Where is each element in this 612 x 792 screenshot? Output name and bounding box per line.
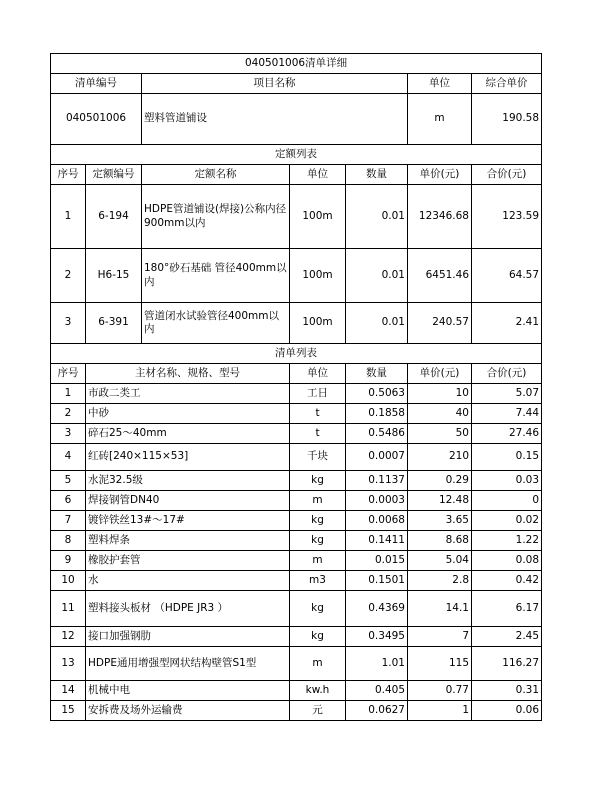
material-name: 红砖[240×115×53] xyxy=(86,444,290,471)
material-seq: 14 xyxy=(51,681,86,701)
material-qty: 0.1501 xyxy=(346,571,408,591)
material-qty: 0.1411 xyxy=(346,531,408,551)
quota-row xyxy=(51,303,542,344)
material-total: 1.22 xyxy=(472,531,542,551)
material-seq: 7 xyxy=(51,511,86,531)
material-total: 0.06 xyxy=(472,701,542,721)
material-qty-header: 数量 xyxy=(346,364,408,384)
material-name: 镀锌铁丝13#～17# xyxy=(86,511,290,531)
material-qty: 0.1137 xyxy=(346,471,408,491)
material-name: 水 xyxy=(86,571,290,591)
material-price: 8.68 xyxy=(408,531,472,551)
item-price: 190.58 xyxy=(472,94,542,145)
material-total: 0.03 xyxy=(472,471,542,491)
material-seq: 13 xyxy=(51,647,86,681)
quota-seq: 1 xyxy=(51,185,86,249)
quota-qty-header: 数量 xyxy=(346,165,408,185)
material-price: 5.04 xyxy=(408,551,472,571)
material-seq: 11 xyxy=(51,591,86,627)
material-price: 3.65 xyxy=(408,511,472,531)
quota-seq-header: 序号 xyxy=(51,165,86,185)
material-qty: 0.5486 xyxy=(346,424,408,444)
item-row xyxy=(51,94,542,145)
material-row xyxy=(51,681,542,701)
quota-code: H6-15 xyxy=(86,249,142,303)
material-seq: 4 xyxy=(51,444,86,471)
material-seq: 9 xyxy=(51,551,86,571)
material-unit: kg xyxy=(290,471,346,491)
item-code-header: 清单编号 xyxy=(51,74,142,94)
material-qty: 0.0007 xyxy=(346,444,408,471)
material-price: 0.77 xyxy=(408,681,472,701)
material-row xyxy=(51,384,542,404)
bill-detail-table xyxy=(50,53,542,721)
quota-header-row xyxy=(51,165,542,185)
material-seq: 5 xyxy=(51,471,86,491)
item-header-row xyxy=(51,74,542,94)
material-total: 5.07 xyxy=(472,384,542,404)
material-unit: m xyxy=(290,491,346,511)
material-name: 接口加强钢肋 xyxy=(86,627,290,647)
quota-code-header: 定额编号 xyxy=(86,165,142,185)
material-seq: 6 xyxy=(51,491,86,511)
material-unit: kg xyxy=(290,627,346,647)
material-section-title: 清单列表 xyxy=(51,344,542,364)
material-section-row xyxy=(51,344,542,364)
quota-section-title: 定额列表 xyxy=(51,145,542,165)
quota-price: 240.57 xyxy=(408,303,472,344)
item-name-header: 项目名称 xyxy=(142,74,408,94)
material-row xyxy=(51,531,542,551)
material-row xyxy=(51,627,542,647)
item-code: 040501006 xyxy=(51,94,142,145)
material-unit: m xyxy=(290,551,346,571)
material-seq: 2 xyxy=(51,404,86,424)
material-row xyxy=(51,511,542,531)
material-qty: 0.1858 xyxy=(346,404,408,424)
material-unit: kg xyxy=(290,531,346,551)
material-name: 碎石25～40mm xyxy=(86,424,290,444)
material-unit: 工日 xyxy=(290,384,346,404)
material-total: 0.02 xyxy=(472,511,542,531)
material-price: 12.48 xyxy=(408,491,472,511)
quota-total: 2.41 xyxy=(472,303,542,344)
material-row xyxy=(51,571,542,591)
quota-total: 123.59 xyxy=(472,185,542,249)
material-unit-header: 单位 xyxy=(290,364,346,384)
material-total: 2.45 xyxy=(472,627,542,647)
material-row xyxy=(51,647,542,681)
quota-name: 管道闭水试验管径400mm以内 xyxy=(142,303,290,344)
material-qty: 0.4369 xyxy=(346,591,408,627)
material-name: 市政二类工 xyxy=(86,384,290,404)
material-name: 机械中电 xyxy=(86,681,290,701)
material-price: 210 xyxy=(408,444,472,471)
material-name: 中砂 xyxy=(86,404,290,424)
material-unit: t xyxy=(290,404,346,424)
quota-seq: 3 xyxy=(51,303,86,344)
material-row xyxy=(51,491,542,511)
quota-unit: 100m xyxy=(290,249,346,303)
material-qty: 0.405 xyxy=(346,681,408,701)
material-qty: 1.01 xyxy=(346,647,408,681)
material-row xyxy=(51,424,542,444)
material-name-header: 主材名称、规格、型号 xyxy=(86,364,290,384)
material-seq: 12 xyxy=(51,627,86,647)
material-unit: t xyxy=(290,424,346,444)
material-qty: 0.0068 xyxy=(346,511,408,531)
material-row xyxy=(51,701,542,721)
material-total: 6.17 xyxy=(472,591,542,627)
quota-qty: 0.01 xyxy=(346,185,408,249)
quota-qty: 0.01 xyxy=(346,303,408,344)
material-unit: m xyxy=(290,647,346,681)
material-unit: kg xyxy=(290,511,346,531)
material-unit: 元 xyxy=(290,701,346,721)
material-unit: 千块 xyxy=(290,444,346,471)
material-total: 0.42 xyxy=(472,571,542,591)
item-name: 塑料管道铺设 xyxy=(142,94,408,145)
material-total: 27.46 xyxy=(472,424,542,444)
quota-section-row xyxy=(51,145,542,165)
quota-price: 12346.68 xyxy=(408,185,472,249)
material-price-header: 单价(元) xyxy=(408,364,472,384)
material-price: 0.29 xyxy=(408,471,472,491)
material-row xyxy=(51,591,542,627)
title-row xyxy=(51,54,542,74)
material-price: 2.8 xyxy=(408,571,472,591)
material-total-header: 合价(元) xyxy=(472,364,542,384)
material-seq: 1 xyxy=(51,384,86,404)
material-total: 0 xyxy=(472,491,542,511)
material-total: 0.08 xyxy=(472,551,542,571)
quota-name: HDPE管道铺设(焊接)公称内径900mm以内 xyxy=(142,185,290,249)
table-body xyxy=(51,54,542,721)
material-header-row xyxy=(51,364,542,384)
quota-code: 6-194 xyxy=(86,185,142,249)
quota-unit: 100m xyxy=(290,303,346,344)
quota-unit: 100m xyxy=(290,185,346,249)
quota-total: 64.57 xyxy=(472,249,542,303)
item-unit: m xyxy=(408,94,472,145)
material-name: 焊接钢管DN40 xyxy=(86,491,290,511)
material-seq: 8 xyxy=(51,531,86,551)
material-unit: kg xyxy=(290,591,346,627)
material-name: 塑料接头板材 （HDPE JR3 ） xyxy=(86,591,290,627)
quota-row xyxy=(51,185,542,249)
material-seq: 15 xyxy=(51,701,86,721)
material-unit: kw.h xyxy=(290,681,346,701)
quota-code: 6-391 xyxy=(86,303,142,344)
material-price: 115 xyxy=(408,647,472,681)
material-row xyxy=(51,444,542,471)
material-seq-header: 序号 xyxy=(51,364,86,384)
material-total: 7.44 xyxy=(472,404,542,424)
quota-qty: 0.01 xyxy=(346,249,408,303)
material-price: 50 xyxy=(408,424,472,444)
material-total: 0.31 xyxy=(472,681,542,701)
material-price: 14.1 xyxy=(408,591,472,627)
quota-name: 180°砂石基础 管径400mm以内 xyxy=(142,249,290,303)
material-name: HDPE通用增强型网状结构壁管S1型 xyxy=(86,647,290,681)
material-row xyxy=(51,551,542,571)
quota-unit-header: 单位 xyxy=(290,165,346,185)
quota-price-header: 单价(元) xyxy=(408,165,472,185)
quota-name-header: 定额名称 xyxy=(142,165,290,185)
item-unit-header: 单位 xyxy=(408,74,472,94)
material-price: 40 xyxy=(408,404,472,424)
quota-row xyxy=(51,249,542,303)
material-row xyxy=(51,404,542,424)
quota-price: 6451.46 xyxy=(408,249,472,303)
material-qty: 0.5063 xyxy=(346,384,408,404)
quota-seq: 2 xyxy=(51,249,86,303)
material-seq: 3 xyxy=(51,424,86,444)
material-price: 10 xyxy=(408,384,472,404)
material-name: 水泥32.5级 xyxy=(86,471,290,491)
material-price: 1 xyxy=(408,701,472,721)
material-name: 安拆费及场外运输费 xyxy=(86,701,290,721)
material-qty: 0.0003 xyxy=(346,491,408,511)
item-price-header: 综合单价 xyxy=(472,74,542,94)
material-unit: m3 xyxy=(290,571,346,591)
page-title: 040501006清单详细 xyxy=(51,54,542,74)
material-price: 7 xyxy=(408,627,472,647)
material-row xyxy=(51,471,542,491)
material-qty: 0.015 xyxy=(346,551,408,571)
material-name: 塑料焊条 xyxy=(86,531,290,551)
material-total: 0.15 xyxy=(472,444,542,471)
material-seq: 10 xyxy=(51,571,86,591)
material-qty: 0.3495 xyxy=(346,627,408,647)
quota-total-header: 合价(元) xyxy=(472,165,542,185)
material-name: 橡胶护套管 xyxy=(86,551,290,571)
material-qty: 0.0627 xyxy=(346,701,408,721)
material-total: 116.27 xyxy=(472,647,542,681)
